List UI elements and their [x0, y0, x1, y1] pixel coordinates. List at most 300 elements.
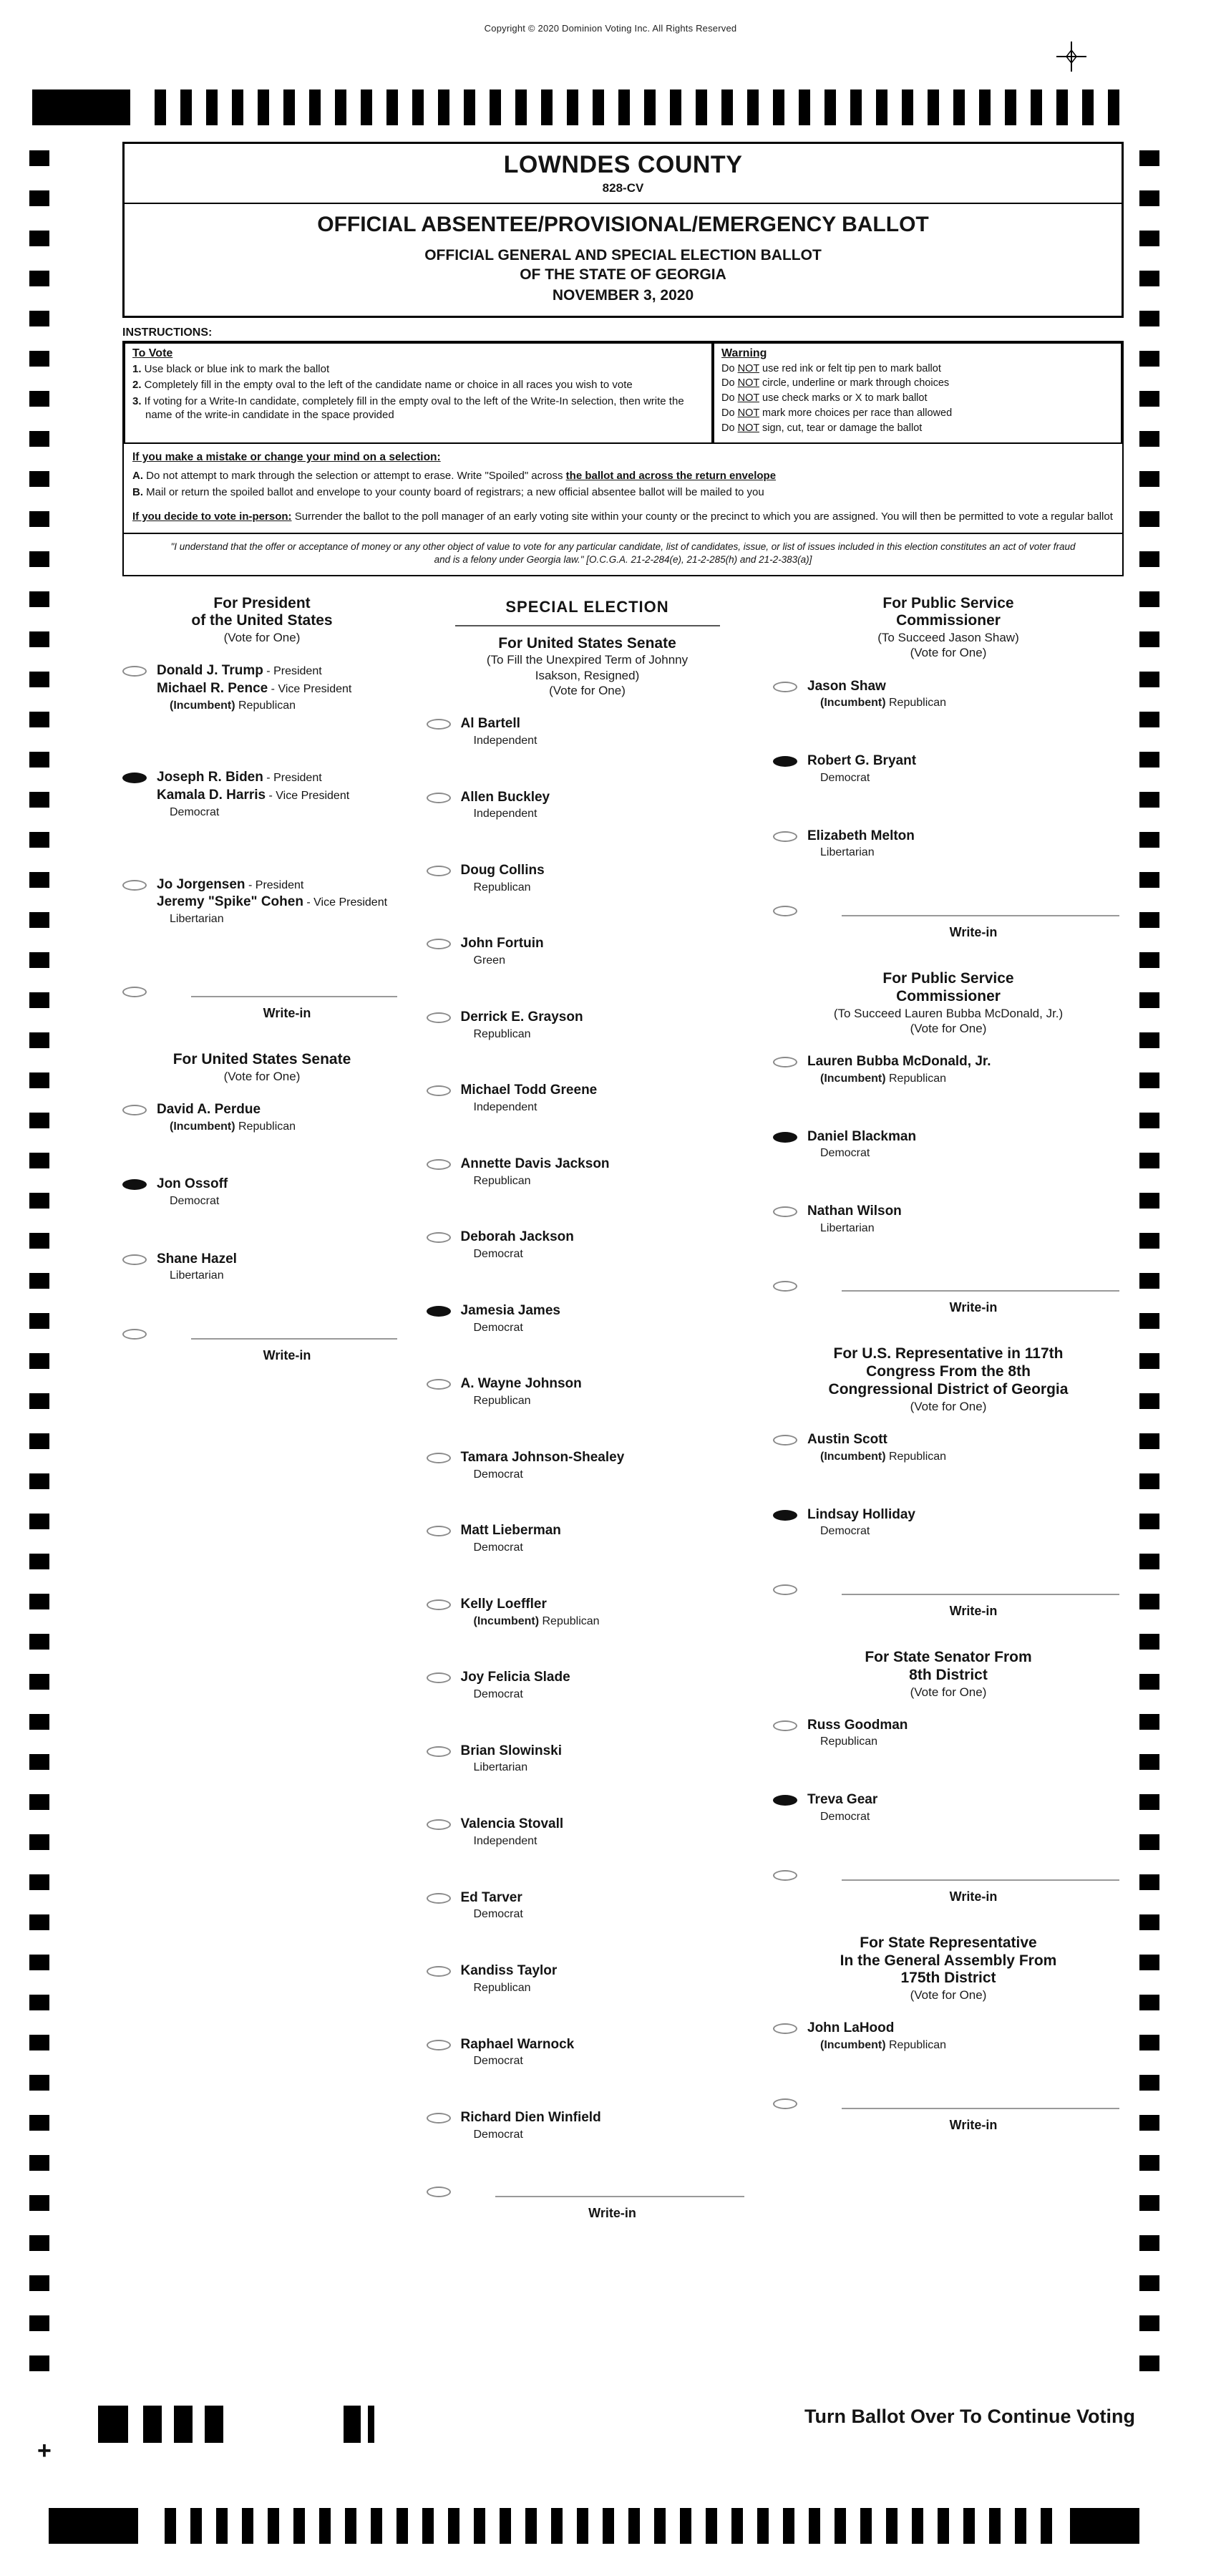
ballot-title: OFFICIAL ABSENTEE/PROVISIONAL/EMERGENCY BALLOT	[317, 213, 929, 236]
candidate-option[interactable]	[773, 1053, 1124, 1086]
write-in-row	[122, 1325, 402, 1340]
candidate-name: Raphael Warnock	[460, 2036, 575, 2052]
race-subtitle: (Vote for One)	[910, 646, 987, 660]
candidate-name: Jo Jorgensen - President	[157, 876, 304, 892]
ballot-oval[interactable]	[427, 1746, 451, 1757]
ballot-oval[interactable]	[122, 1329, 147, 1340]
candidate-option[interactable]	[773, 2020, 1124, 2053]
candidate-name: A. Wayne Johnson	[460, 1376, 582, 1392]
candidate-list	[122, 662, 402, 927]
candidate-option[interactable]	[427, 1302, 749, 1335]
candidate-option[interactable]	[427, 1889, 749, 1922]
candidate-party: Independent	[473, 734, 537, 747]
candidate-text	[157, 769, 349, 820]
candidate-name: Al Bartell	[460, 716, 520, 732]
write-in-line[interactable]	[842, 1868, 1119, 1881]
candidate-option[interactable]	[122, 1251, 402, 1284]
candidate-party: Democrat	[820, 1525, 870, 1538]
ballot-oval[interactable]	[427, 1232, 451, 1243]
race-title: For United States Senate	[498, 634, 676, 652]
to-vote-instruction: 2. Completely fill in the empty oval to the left of the candidate name or choice in all races you wish to vote	[132, 379, 633, 392]
to-vote-instruction: 1. Use black or blue ink to mark the ballot	[132, 362, 330, 375]
candidate-option[interactable]	[122, 769, 402, 820]
candidate-option[interactable]	[427, 1816, 749, 1849]
candidate-option[interactable]	[427, 2036, 749, 2069]
candidate-party: (Incumbent) Republican	[820, 1072, 947, 1085]
candidate-text	[461, 1449, 625, 1482]
candidate-text	[807, 752, 916, 785]
timing-mark-bottom-block-right	[1070, 2508, 1139, 2544]
candidate-party: Democrat	[473, 1468, 523, 1481]
candidate-text	[461, 1156, 610, 1188]
candidate-name: Russ Goodman	[807, 1717, 908, 1733]
write-in-label: Write-in	[949, 1889, 998, 1904]
warning-list	[721, 362, 1114, 435]
write-in-label: Write-in	[263, 1348, 311, 1363]
candidate-name: Richard Dien Winfield	[460, 2110, 601, 2126]
candidate-text	[807, 1203, 902, 1236]
warning-item: Do NOT mark more choices per race than allowed	[721, 407, 953, 420]
ballot-content	[122, 142, 1124, 2251]
ballot-oval[interactable]	[427, 1893, 451, 1904]
ballot-oval-filled[interactable]	[773, 1795, 797, 1806]
county-name: LOWNDES COUNTY	[503, 151, 743, 178]
ballot-oval[interactable]	[773, 1435, 797, 1446]
ballot-oval[interactable]	[773, 1281, 797, 1292]
candidate-party: Independent	[473, 1834, 537, 1847]
write-in-line[interactable]	[842, 1279, 1119, 1292]
mistake-section	[124, 444, 1122, 504]
timing-mark-top-block	[32, 89, 130, 125]
candidate-party: Democrat	[170, 805, 220, 818]
candidate-text	[807, 1431, 946, 1464]
candidate-option[interactable]	[427, 1375, 749, 1408]
write-in-option[interactable]	[773, 902, 1124, 940]
warning-item: Do NOT sign, cut, tear or damage the ballot	[721, 422, 923, 434]
candidate-name: Shane Hazel	[157, 1251, 237, 1267]
candidate-party: Libertarian	[820, 846, 875, 859]
ballot-oval[interactable]	[427, 793, 451, 803]
candidate-party: Republican	[473, 1981, 531, 1994]
race-title: For State Senator From	[865, 1648, 1032, 1665]
candidate-name: Elizabeth Melton	[807, 828, 915, 843]
fraud-notice: "I understand that the offer or acceptance of money or any other object of value to vote for any particular candidate, list of candidates, issue, or list of issues included in this election constitutes an act of voter fraud and is a felony under Georgia law." [O.C.G.A. 21-2-284(e), 21-2-285(h) and 21-2-383(a)]	[124, 533, 1122, 574]
write-in-option[interactable]	[122, 983, 402, 1021]
candidate-text	[461, 935, 544, 968]
candidate-name: Jon Ossoff	[157, 1176, 228, 1192]
candidate-name: Donald J. Trump - President	[157, 663, 322, 679]
candidate-option[interactable]	[122, 1176, 402, 1209]
candidate-name: Allen Buckley	[460, 789, 550, 805]
race-subtitle: (Vote for One)	[549, 683, 626, 697]
candidate-party: Independent	[473, 808, 537, 820]
candidate-name: Kandiss Taylor	[460, 1963, 558, 1979]
ballot-oval[interactable]	[122, 880, 147, 891]
candidate-party: Republican	[473, 1027, 531, 1040]
instructions-label: INSTRUCTIONS:	[122, 326, 213, 339]
ballot-oval[interactable]	[427, 1819, 451, 1830]
ballot-oval[interactable]	[773, 682, 797, 692]
write-in-label: Write-in	[263, 1005, 311, 1020]
candidate-party: Independent	[473, 1101, 537, 1114]
candidate-text	[461, 789, 550, 822]
candidate-party: Democrat	[473, 1321, 523, 1334]
candidate-text	[461, 1669, 570, 1702]
write-in-row	[122, 983, 402, 997]
mistake-item-b: B. Mail or return the spoiled ballot and envelope to your county board of registrars; a new official absentee ballot will be mailed to you	[132, 486, 764, 499]
races-columns	[122, 595, 1124, 2251]
to-vote-list	[132, 363, 704, 422]
candidate-option[interactable]	[427, 1962, 749, 1995]
ballot-oval[interactable]	[427, 1085, 451, 1096]
ballot-oval-filled[interactable]	[773, 1132, 797, 1143]
write-in-label: Write-in	[949, 1300, 998, 1315]
race-title: 8th District	[909, 1666, 988, 1683]
write-in-line[interactable]	[495, 2184, 744, 2197]
race-title: of the United States	[191, 612, 333, 629]
candidate-option[interactable]	[773, 1791, 1124, 1824]
candidate-option[interactable]	[427, 2109, 749, 2142]
ballot-oval[interactable]	[427, 1966, 451, 1977]
ballot-oval[interactable]	[427, 2187, 451, 2197]
candidate-name: Lindsay Holliday	[807, 1506, 915, 1522]
candidate-party: Democrat	[473, 2128, 523, 2141]
write-in-line[interactable]	[842, 1582, 1119, 1595]
race-subtitle: (To Fill the Unexpired Term of Johnny	[486, 653, 689, 667]
ballot-oval[interactable]	[773, 2023, 797, 2034]
warning-item: Do NOT circle, underline or mark through choices	[721, 377, 950, 389]
candidate-option[interactable]	[122, 662, 402, 713]
write-in-option[interactable]	[122, 1325, 402, 1363]
ballot-oval[interactable]	[122, 1254, 147, 1265]
ballot-oval[interactable]	[122, 1105, 147, 1115]
calibration-mark	[368, 2406, 374, 2443]
race	[122, 1051, 402, 1363]
candidate-option[interactable]	[427, 1009, 749, 1042]
turn-ballot-over-notice: Turn Ballot Over To Continue Voting	[804, 2406, 1135, 2427]
candidate-text	[807, 1717, 908, 1750]
write-in-label: Write-in	[949, 2117, 998, 2132]
ballot-oval[interactable]	[773, 1870, 797, 1881]
write-in-option[interactable]	[427, 2183, 749, 2221]
write-in-option[interactable]	[773, 1581, 1124, 1619]
candidate-name: Valencia Stovall	[460, 1816, 564, 1832]
timing-marks-bottom	[165, 2508, 1063, 2544]
candidate-text	[461, 862, 545, 895]
ballot-oval[interactable]	[427, 1159, 451, 1170]
write-in-line[interactable]	[842, 904, 1119, 916]
candidate-text	[157, 1101, 296, 1134]
candidate-text	[461, 1082, 598, 1115]
candidate-name: Tamara Johnson-Shealey	[460, 1449, 625, 1465]
ballot-oval[interactable]	[773, 1206, 797, 1217]
candidate-option[interactable]	[427, 1229, 749, 1262]
race	[122, 595, 402, 1021]
candidate-option[interactable]	[427, 1522, 749, 1555]
candidate-option[interactable]	[427, 1743, 749, 1776]
race-subtitle: Isakson, Resigned)	[535, 668, 640, 682]
candidate-list	[427, 715, 749, 2143]
candidate-text	[461, 1889, 523, 1922]
ballot-oval[interactable]	[773, 1720, 797, 1731]
race	[773, 1649, 1124, 1904]
warning-item: Do NOT use red ink or felt tip pen to mark ballot	[721, 362, 941, 374]
candidate-option[interactable]	[427, 1156, 749, 1188]
candidate-text	[807, 2020, 946, 2053]
candidate-option[interactable]	[773, 1431, 1124, 1464]
candidate-option[interactable]	[427, 1596, 749, 1629]
ballot-oval[interactable]	[427, 1672, 451, 1683]
race-title: Commissioner	[896, 612, 1001, 629]
calibration-mark	[143, 2406, 162, 2443]
ballot-oval[interactable]	[773, 906, 797, 916]
candidate-name: Robert G. Bryant	[807, 753, 917, 769]
candidate-name: Joy Felicia Slade	[460, 1670, 570, 1685]
candidate-list	[773, 2020, 1124, 2053]
race-subtitle: (To Succeed Lauren Bubba McDonald, Jr.)	[833, 1006, 1064, 1020]
candidate-party: Democrat	[473, 1541, 523, 1554]
candidate-option[interactable]	[773, 1717, 1124, 1750]
candidate-option[interactable]	[427, 1669, 749, 1702]
ballot-oval-filled[interactable]	[122, 773, 147, 783]
candidate-name: Deborah Jackson	[460, 1229, 574, 1245]
write-in-line[interactable]	[191, 1327, 397, 1340]
calibration-mark	[344, 2406, 361, 2443]
candidate-party: (Incumbent) Republican	[170, 1120, 296, 1133]
warning-box	[713, 342, 1122, 444]
candidate-name: Kamala D. Harris - Vice President	[157, 788, 350, 803]
candidate-party: Libertarian	[170, 913, 224, 925]
candidate-text	[461, 715, 537, 748]
write-in-row	[773, 1866, 1124, 1881]
ballot-column-right	[773, 595, 1124, 2251]
candidate-party: Democrat	[473, 1248, 523, 1261]
candidate-name: Doug Collins	[460, 862, 545, 878]
candidate-option[interactable]	[773, 678, 1124, 711]
candidate-name: Kelly Loeffler	[460, 1596, 547, 1612]
ballot-oval[interactable]	[427, 2040, 451, 2050]
candidate-text	[807, 1053, 991, 1086]
candidate-name: Nathan Wilson	[807, 1203, 902, 1219]
race-subtitle: (Vote for One)	[910, 1685, 987, 1699]
candidate-name: Jamesia James	[460, 1302, 560, 1318]
candidate-name: Joseph R. Biden - President	[157, 770, 322, 785]
race	[773, 595, 1124, 940]
ballot-oval[interactable]	[427, 1453, 451, 1463]
race-title: For Public Service	[882, 969, 1014, 987]
in-person-section	[124, 504, 1122, 533]
candidate-text	[807, 1128, 916, 1161]
race-title: Commissioner	[896, 987, 1001, 1004]
ballot-oval[interactable]	[427, 1526, 451, 1536]
race	[773, 970, 1124, 1315]
precinct-code: 828-CV	[602, 181, 644, 195]
registration-cross-icon	[1055, 40, 1088, 73]
special-election-banner: SPECIAL ELECTION	[455, 598, 720, 626]
candidate-option[interactable]	[773, 1128, 1124, 1161]
candidate-option[interactable]	[773, 1506, 1124, 1539]
ballot-oval[interactable]	[773, 1584, 797, 1595]
candidate-option[interactable]	[122, 1101, 402, 1134]
race	[427, 635, 749, 2221]
ballot-oval[interactable]	[773, 831, 797, 842]
race-title: Congressional District of Georgia	[828, 1381, 1069, 1398]
ballot-oval-filled[interactable]	[427, 1306, 451, 1317]
in-person-title: If you decide to vote in-person:	[132, 510, 292, 523]
candidate-name: Michael Todd Greene	[460, 1083, 598, 1098]
ballot-oval[interactable]	[427, 866, 451, 876]
candidate-name: Jason Shaw	[807, 678, 886, 694]
calibration-mark	[174, 2406, 193, 2443]
candidate-party: Democrat	[820, 771, 870, 784]
ballot-oval[interactable]	[773, 1057, 797, 1067]
ballot-subtitle-2: OF THE STATE OF GEORGIA	[520, 266, 726, 284]
write-in-line[interactable]	[191, 984, 397, 997]
race-subtitle: (Vote for One)	[910, 1399, 987, 1413]
ballot-oval[interactable]	[427, 1379, 451, 1390]
timing-marks-left	[29, 150, 49, 2384]
write-in-row	[773, 902, 1124, 916]
timing-mark-bottom-block-left	[49, 2508, 138, 2544]
write-in-row	[773, 1277, 1124, 1292]
candidate-party: Republican	[473, 1174, 531, 1187]
calibration-mark	[205, 2406, 223, 2443]
candidate-option[interactable]	[427, 715, 749, 748]
candidate-name: Annette Davis Jackson	[460, 1156, 610, 1171]
ballot-oval[interactable]	[427, 939, 451, 949]
candidate-name: Jeremy "Spike" Cohen - Vice President	[157, 894, 388, 910]
candidate-name: Brian Slowinski	[460, 1743, 562, 1758]
candidate-text	[807, 828, 915, 861]
candidate-option[interactable]	[427, 1082, 749, 1115]
candidate-text	[461, 1375, 582, 1408]
candidate-name: Derrick E. Grayson	[460, 1009, 583, 1025]
write-in-label: Write-in	[949, 924, 998, 939]
candidate-option[interactable]	[427, 1449, 749, 1482]
candidate-text	[461, 2036, 575, 2069]
candidate-name: Daniel Blackman	[807, 1128, 917, 1144]
race-title: Congress From the 8th	[866, 1363, 1031, 1380]
race-title: For United States Senate	[172, 1050, 351, 1067]
candidate-text	[461, 1522, 561, 1555]
candidate-party: Republican	[473, 881, 531, 894]
instructions-box	[122, 341, 1124, 576]
candidate-party: (Incumbent) Republican	[170, 699, 296, 712]
ballot-oval-filled[interactable]	[773, 1510, 797, 1521]
candidate-name: David A. Perdue	[157, 1101, 261, 1117]
candidate-name: John LaHood	[807, 2020, 895, 2036]
race-title: For President	[213, 594, 311, 611]
candidate-text	[157, 662, 351, 713]
candidate-name: Lauren Bubba McDonald, Jr.	[807, 1054, 991, 1070]
candidate-name: Michael R. Pence - Vice President	[157, 680, 352, 696]
write-in-row	[773, 1581, 1124, 1595]
candidate-option[interactable]	[122, 876, 402, 927]
candidate-party: Republican	[473, 1395, 531, 1408]
candidate-party: Libertarian	[170, 1269, 224, 1282]
ballot-oval-filled[interactable]	[122, 1179, 147, 1190]
race-subtitle: (To Succeed Jason Shaw)	[877, 631, 1019, 645]
ballot-oval[interactable]	[427, 1599, 451, 1610]
timing-marks-right	[1139, 150, 1159, 2384]
candidate-party: Democrat	[820, 1810, 870, 1823]
race-subtitle: (Vote for One)	[910, 1021, 987, 1035]
candidate-text	[157, 1176, 228, 1209]
candidate-party: (Incumbent) Republican	[820, 1450, 947, 1463]
candidate-party: Democrat	[820, 1147, 870, 1160]
ballot-subtitle-1: OFFICIAL GENERAL AND SPECIAL ELECTION BALLOT	[424, 247, 822, 263]
candidate-option[interactable]	[773, 1203, 1124, 1236]
candidate-name: Austin Scott	[807, 1432, 887, 1448]
ballot-oval-filled[interactable]	[773, 756, 797, 767]
race	[773, 1345, 1124, 1619]
ballot-oval[interactable]	[122, 987, 147, 997]
candidate-text	[461, 1962, 558, 1995]
candidate-list	[773, 1717, 1124, 1825]
write-in-option[interactable]	[773, 1866, 1124, 1904]
write-in-option[interactable]	[773, 2095, 1124, 2133]
write-in-label: Write-in	[949, 1603, 998, 1618]
calibration-mark	[98, 2406, 128, 2443]
candidate-text	[807, 1791, 877, 1824]
candidate-text	[461, 2109, 601, 2142]
candidate-text	[461, 1009, 583, 1042]
candidate-text	[157, 876, 387, 927]
race	[773, 1935, 1124, 2133]
ballot-oval[interactable]	[427, 719, 451, 730]
write-in-label: Write-in	[588, 2205, 636, 2220]
election-date: NOVEMBER 3, 2020	[552, 286, 694, 304]
warning-item: Do NOT use check marks or X to mark ballot	[721, 392, 928, 405]
candidate-list	[773, 678, 1124, 861]
candidate-text	[461, 1596, 600, 1629]
candidate-option[interactable]	[773, 828, 1124, 861]
race-subtitle: (Vote for One)	[223, 1069, 301, 1083]
registration-plus-mark: +	[37, 2437, 52, 2464]
candidate-party: Green	[473, 954, 505, 967]
race-title: For State Representative	[860, 1934, 1037, 1951]
ballot-oval[interactable]	[427, 2113, 451, 2124]
header-divider	[125, 203, 1122, 204]
candidate-text	[807, 678, 946, 711]
to-vote-box	[124, 342, 713, 444]
candidate-name: John Fortuin	[460, 936, 544, 952]
race-title: In the General Assembly From	[840, 1952, 1057, 1969]
candidate-name: Treva Gear	[807, 1792, 878, 1808]
write-in-option[interactable]	[773, 1277, 1124, 1315]
ballot-oval[interactable]	[773, 2098, 797, 2109]
race-subtitle: (Vote for One)	[910, 1988, 987, 2003]
candidate-party: (Incumbent) Republican	[820, 2038, 947, 2051]
candidate-name: Matt Lieberman	[460, 1523, 561, 1539]
candidate-text	[807, 1506, 915, 1539]
candidate-list	[773, 1431, 1124, 1539]
candidate-option[interactable]	[427, 935, 749, 968]
ballot-column-left	[122, 595, 402, 2251]
candidate-party: Libertarian	[820, 1221, 875, 1234]
candidate-party: (Incumbent) Republican	[473, 1614, 600, 1627]
candidate-option[interactable]	[427, 862, 749, 895]
ballot-column-middle	[427, 595, 749, 2251]
warning-title: Warning	[721, 347, 767, 359]
candidate-option[interactable]	[773, 752, 1124, 785]
race-subtitle: (Vote for One)	[223, 631, 301, 645]
ballot-oval[interactable]	[122, 666, 147, 677]
candidate-party: Democrat	[473, 1908, 523, 1921]
candidate-option[interactable]	[427, 789, 749, 822]
write-in-line[interactable]	[842, 2096, 1119, 2109]
ballot-oval[interactable]	[427, 1012, 451, 1023]
